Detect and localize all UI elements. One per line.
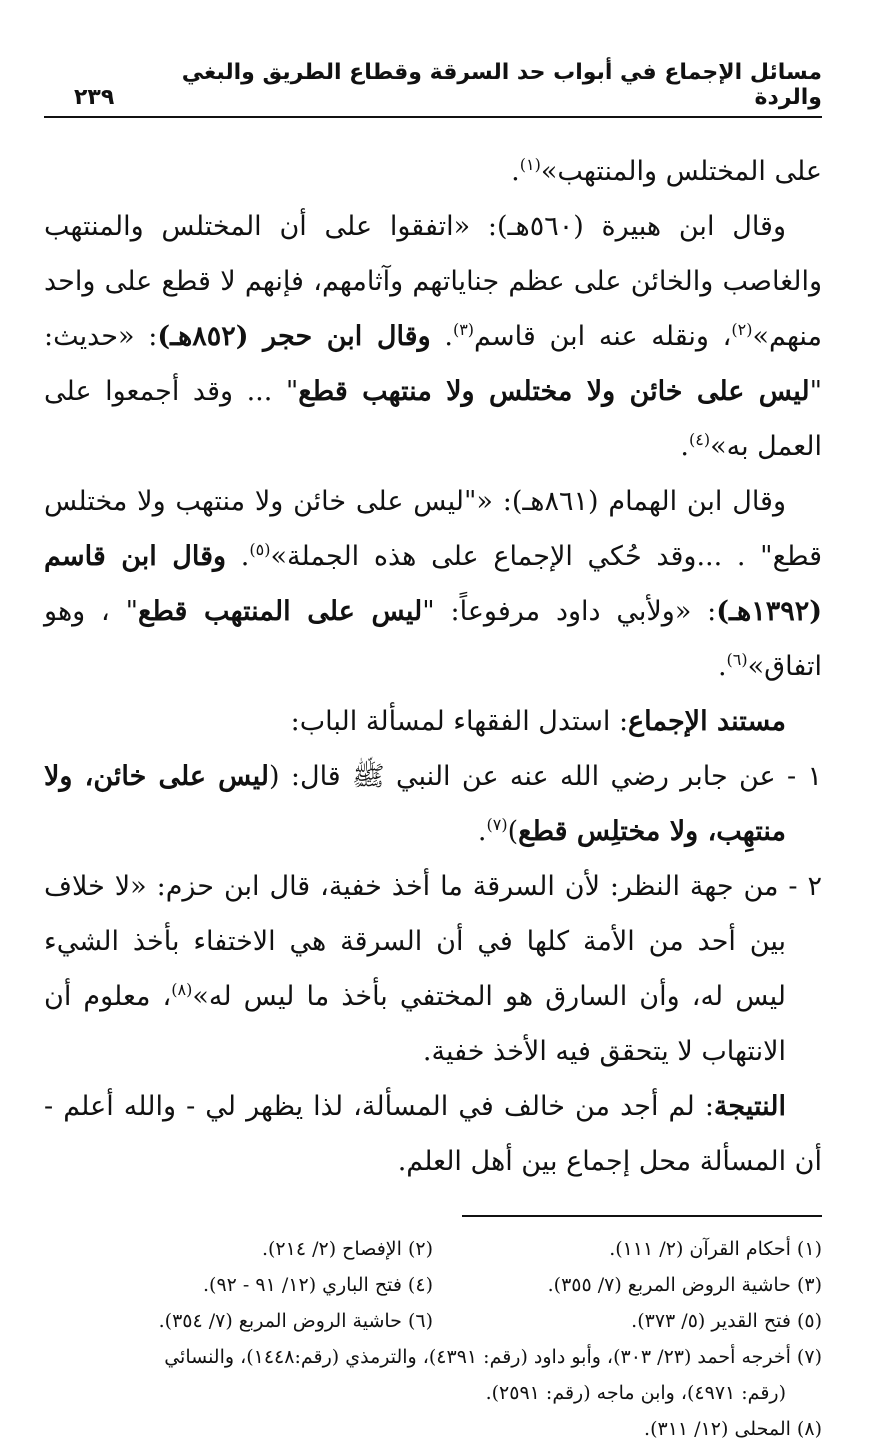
footnote-5: (٥) فتح القدير (٥/ ٣٧٣). [631, 1310, 822, 1332]
page-number: ٢٣٩ [74, 85, 115, 110]
hadith-jabir: ليس على خائن، ولا منتهِب، ولا مختلِس قطع [44, 761, 786, 847]
hadith-abu-dawud: ليس على المنتهب قطع [138, 596, 423, 627]
evidence-item-2: ٢ - من جهة النظر: لأن السرقة ما أخذ خفية، قال ابن حزم: «لا خلاف بين أحد من الأمة كلها في أن السرقة هي الاختفاء بأخذ الشيء ليس له، وأن السارق هو المختفي بأخذ ما ليس له»$^{(٨)}$، معلوم أن الانتهاب لا يتحقق فيه الأخذ خفية. [44, 871, 822, 1067]
paragraph-1: على المختلس والمنتهب»$^{(١)}$. [511, 155, 822, 187]
footnote-4: (٤) فتح الباري (١٢/ ٩١ - ٩٢). [203, 1274, 433, 1296]
footnote-3: (٣) حاشية الروض المربع (٧/ ٣٥٥). [547, 1274, 822, 1296]
basis-heading: مستند الإجماع [628, 706, 786, 737]
paragraph-basis: مستند الإجماع: استدل الفقهاء لمسألة الباب: [290, 706, 786, 737]
footnote-ref-3: (٣) [452, 320, 475, 339]
paragraph-ibn-hubayra: وقال ابن هبيرة (٥٦٠هـ): «اتفقوا على أن المختلس والمنتهب والغاصب والخائن على عظم جناياتهم وآثامهم، فإنهم لا قطع على واحد منهم»$^{(٢)}$، ونقله عنه ابن قاسم$^{(٣)}$. وقال ابن حجر (٨٥٢هـ): «حديث: "ليس على خائن ولا مختلس ولا منتهب قطع" ... وقد أجمعوا على العمل به»$^{(٤)}$. [44, 211, 823, 462]
paragraph-ibn-humam: وقال ابن الهمام (٨٦١هـ): «"ليس على خائن ولا منتهب ولا مختلس قطع" . ...وقد حُكي الإجماع على هذه الجملة»$^{(٥)}$. وقال ابن قاسم (١٣٩٢هـ): «ولأبي داود مرفوعاً: "ليس على المنتهب قطع" ، وهو اتفاق»$^{(٦)}$. [44, 486, 823, 682]
footnote-ref-1: (١) [519, 155, 541, 174]
footnote-7: (٧) أخرجه أحمد (٢٣/ ٣٠٣)، وأبو داود (رقم: ٤٣٩١)، والترمذي (رقم:١٤٤٨)، والنسائي [164, 1346, 822, 1368]
conclusion-heading: النتيجة [713, 1091, 786, 1122]
footnote-divider [462, 1215, 822, 1217]
hadith-text: ليس على خائن ولا مختلس ولا منتهب قطع [298, 376, 810, 407]
paragraph-conclusion: النتيجة: لم أجد من خالف في المسألة، لذا يظهر لي - والله أعلم - أن المسألة محل إجماع بين أهل العلم. [44, 1091, 822, 1177]
chapter-title: مسائل الإجماع في أبواب حد السرقة وقطاع الطريق والبغي والردة [181, 60, 822, 110]
footnote-1: (١) أحكام القرآن (٢/ ١١١). [609, 1238, 822, 1260]
footnote-ref-8: (٨) [171, 980, 193, 999]
main-text [44, 144, 822, 1189]
footnote-ref-5: (٥) [249, 540, 271, 559]
footnotes [44, 1231, 822, 1447]
footnote-7-continued: (رقم: ٤٩٧١)، وابن ماجه (رقم: ٢٥٩١). [485, 1382, 786, 1404]
footnote-ref-6: (٦) [726, 650, 748, 669]
footnote-6: (٦) حاشية الروض المربع (٧/ ٣٥٤). [158, 1310, 433, 1332]
running-header [44, 60, 822, 118]
ibn-qasim-label: وقال ابن قاسم (١٣٩٢هـ) [44, 541, 822, 627]
book-page [44, 60, 822, 1447]
ibn-hajar-label: وقال ابن حجر (٨٥٢هـ) [157, 321, 431, 352]
footnote-8: (٨) المحلى (١٢/ ٣١١). [644, 1418, 822, 1440]
footnote-ref-7: (٧) [486, 815, 508, 834]
footnote-2: (٢) الإفصاح (٢/ ٢١٤). [261, 1238, 433, 1260]
footnote-ref-4: (٤) [689, 430, 711, 449]
evidence-item-1: ١ - عن جابر رضي الله عنه عن النبي ﷺ قال: (ليس على خائن، ولا منتهِب، ولا مختلِس قطع)$^{(٧)}$. [44, 761, 822, 847]
footnote-ref-2: (٢) [731, 320, 753, 339]
